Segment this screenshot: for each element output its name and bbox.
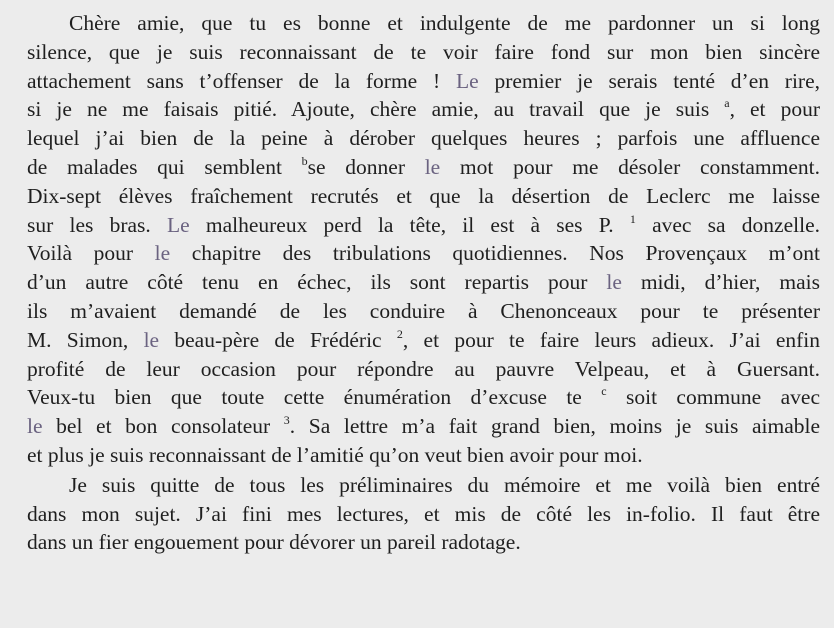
text-run: dans mon sujet. J’ai fini mes lectures, et mis de côté les in-folio. Il faut être: [27, 501, 820, 526]
text-run: Veux-tu bien que toute cette énumération d’excuse te: [27, 385, 602, 410]
text-run: soit commune avec: [606, 385, 820, 410]
footnote-marker: 3: [283, 413, 290, 428]
text-run: Je suis quitte de tous les préliminaires du mémoire et me voilà bien entré: [69, 472, 820, 497]
highlighted-article: le: [27, 414, 43, 439]
text-run: ils m’avaient demandé de les conduire à Chenonceaux pour te présenter: [27, 298, 820, 323]
text-run: se donner: [307, 154, 425, 179]
text-run: attachement sans t’offenser de la forme !: [27, 68, 456, 93]
text-run: chapitre des tribulations quotidiennes. Nos Provençaux m’ont: [170, 241, 820, 266]
text-run: Chère amie, que tu es bonne et indulgente de me pardonner un si long: [69, 11, 820, 35]
text-run: lequel j’ai bien de la peine à dérober quelques heures ; parfois une affluence: [27, 126, 820, 151]
text-run: . Sa lettre m’a fait grand bien, moins je suis aimable: [289, 414, 820, 439]
text-line: [27, 153, 820, 182]
text-line: [27, 38, 820, 67]
highlighted-article: le: [424, 154, 441, 179]
highlighted-article: Le: [455, 68, 479, 93]
text-line: [27, 412, 820, 441]
text-line: [27, 441, 820, 470]
text-run: M. Simon,: [27, 327, 144, 352]
text-run: malheureux perd la tête, il est à ses P.: [189, 212, 630, 237]
text-line: [27, 239, 820, 268]
text-run: si je ne me faisais pitié. Ajoute, chère amie, au travail que je suis: [27, 97, 725, 122]
text-run: bel et bon consolateur: [42, 414, 284, 439]
footnote-marker: c: [601, 384, 607, 399]
text-line: [27, 326, 820, 355]
text-line: [27, 297, 820, 326]
paragraph-1: [27, 9, 820, 470]
text-run: de malades qui semblent: [27, 154, 302, 179]
paragraph-2: [27, 471, 820, 557]
text-line: [27, 124, 820, 153]
text-line: [27, 355, 820, 384]
text-line: [27, 9, 820, 38]
text-run: d’un autre côté tenu en échec, ils sont repartis pour: [27, 270, 607, 295]
text-line: [27, 95, 820, 124]
text-run: mot pour me désoler constamment.: [440, 154, 820, 179]
highlighted-article: Le: [166, 212, 190, 237]
text-run: profité de leur occasion pour répondre au pauvre Velpeau, et à Guersant.: [27, 356, 820, 381]
text-run: midi, d’hier, mais: [621, 270, 820, 295]
text-run: Voilà pour: [27, 241, 155, 266]
text-run: Dix-sept élèves fraîchement recrutés et que la désertion de Leclerc me laisse: [27, 183, 820, 208]
text-line: [27, 500, 820, 529]
text-run: avec sa donzelle.: [635, 212, 820, 237]
footnote-marker: a: [724, 96, 730, 111]
highlighted-article: le: [606, 270, 622, 295]
text-line: [27, 528, 820, 557]
text-run: premier je serais tenté d’en rire,: [478, 68, 820, 93]
highlighted-article: le: [154, 241, 171, 266]
text-line: [27, 383, 820, 412]
text-run: , et pour te faire leurs adieux. J’ai enfin: [402, 327, 820, 352]
text-line: [27, 67, 820, 96]
text-run: et plus je suis reconnaissant de l’amitié qu’on veut bien avoir pour moi.: [27, 442, 643, 467]
text-run: silence, que je suis reconnaissant de te voir faire fond sur mon bien sincère: [27, 39, 820, 64]
text-line: [27, 211, 820, 240]
footnote-marker: 2: [396, 326, 403, 341]
footnote-marker: 1: [629, 211, 636, 226]
text-line: [27, 182, 820, 211]
text-run: dans un fier engouement pour dévorer un pareil radotage.: [27, 530, 521, 555]
footnote-marker: b: [301, 153, 308, 168]
highlighted-article: le: [143, 327, 160, 352]
text-run: , et pour: [729, 97, 820, 122]
text-run: beau-père de Frédéric: [159, 327, 397, 352]
text-line: [27, 268, 820, 297]
text-run: sur les bras.: [27, 212, 167, 237]
text-line: [27, 471, 820, 500]
